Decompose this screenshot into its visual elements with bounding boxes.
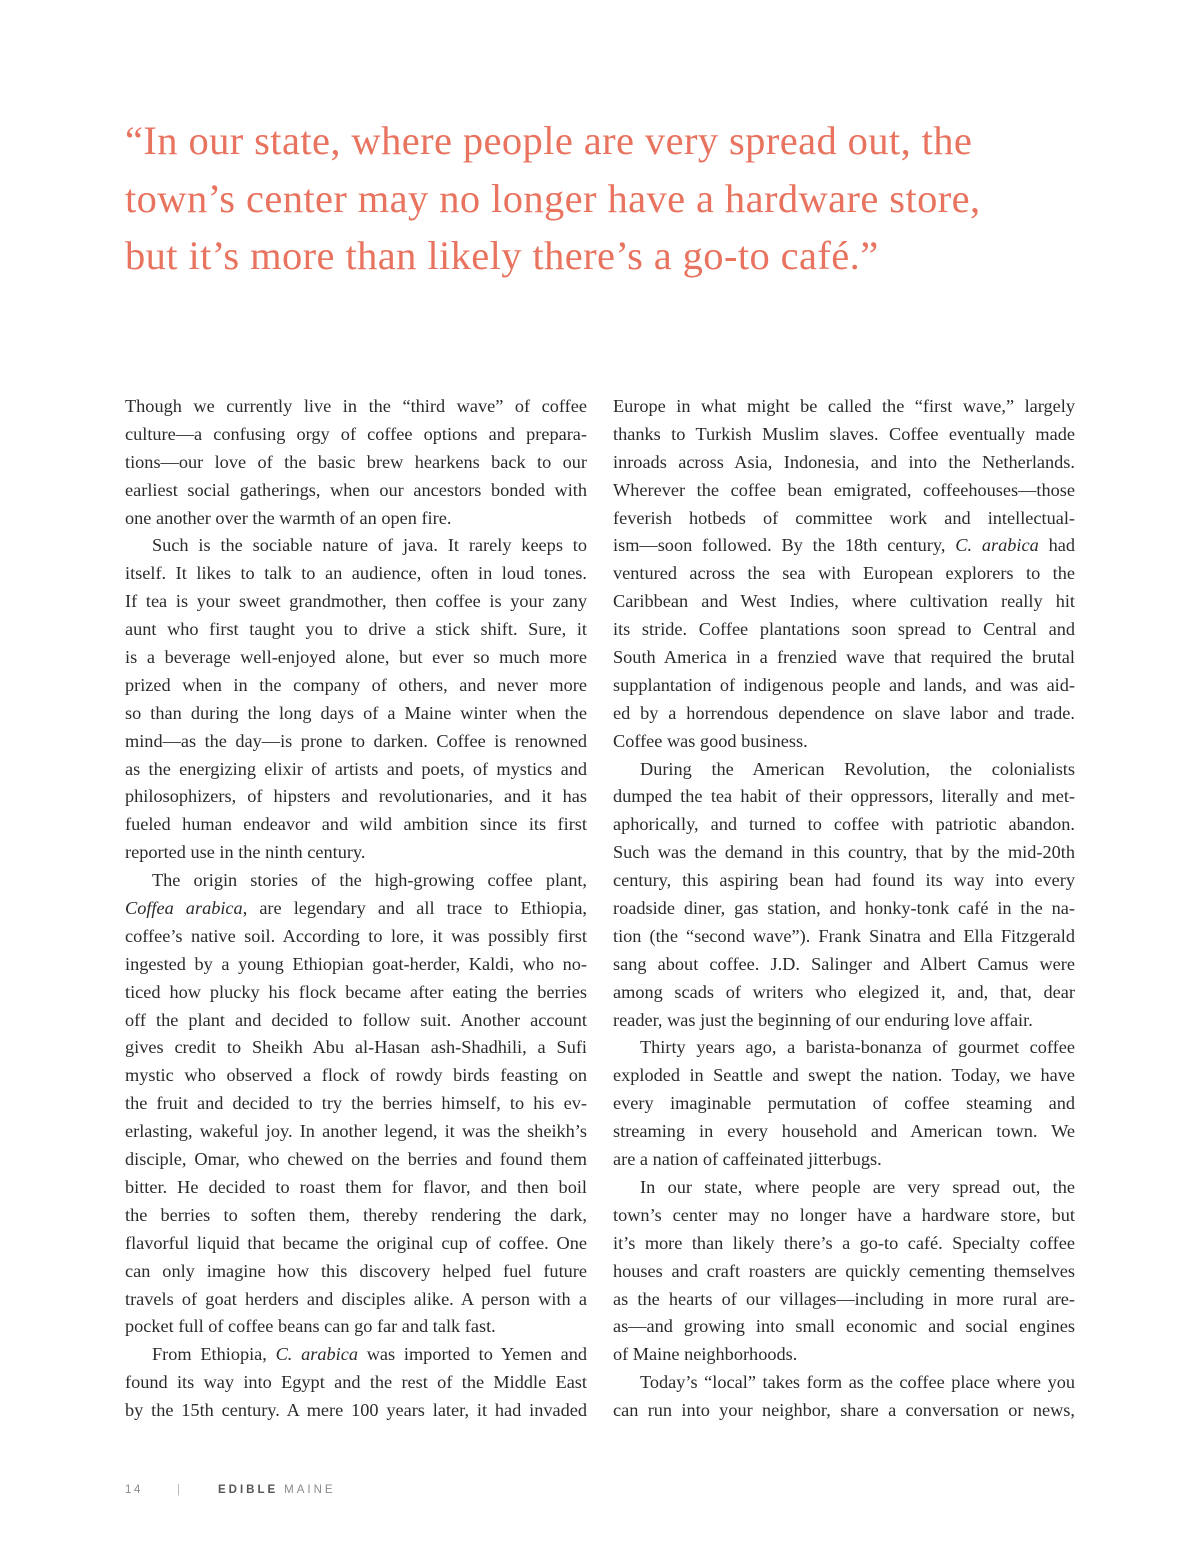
article-line: can run into your neighbor, share a conversation or news,	[613, 1400, 1075, 1421]
article-line: of Maine neighborhoods.	[613, 1344, 798, 1365]
article-line: ed by a horrendous dependence on slave labor and trade.	[613, 702, 1075, 723]
article-line: mystic who observed a flock of rowdy birds feasting on	[125, 1065, 587, 1086]
magazine-name-light: MAINE	[284, 1484, 336, 1496]
article-line: bitter. He decided to roast them for flavor, and then boil	[125, 1176, 587, 1197]
article-line: ism—soon followed. By the 18th century, C. arabica had	[613, 535, 1075, 556]
pull-quote-line: but it’s more than likely there’s a go-to café.”	[125, 233, 879, 279]
article-line: century, this aspiring bean had found its way into every	[613, 870, 1075, 891]
article-line: During the American Revolution, the colonialists	[640, 758, 1075, 779]
article-line: Wherever the coffee bean emigrated, coffeehouses—those	[613, 479, 1075, 500]
article-line: found its way into Egypt and the rest of the Middle East	[125, 1372, 587, 1393]
article-line: From Ethiopia, C. arabica was imported to Yemen and	[152, 1344, 587, 1365]
article-line: disciple, Omar, who chewed on the berries and found them	[125, 1149, 587, 1170]
article-line: as the energizing elixir of artists and poets, of mystics and	[125, 758, 587, 779]
article-line: inroads across Asia, Indonesia, and into the Netherlands.	[613, 451, 1075, 472]
article-line: pocket full of coffee beans can go far and talk fast.	[125, 1316, 496, 1337]
article-line: can only imagine how this discovery helped fuel future	[125, 1260, 587, 1281]
article-line: sang about coffee. J.D. Salinger and Albert Camus were	[613, 953, 1075, 974]
article-line: aphorically, and turned to coffee with patriotic abandon.	[613, 814, 1075, 835]
article-line: the berries to soften them, thereby rendering the dark,	[125, 1204, 587, 1225]
article-line: thanks to Turkish Muslim slaves. Coffee eventually made	[613, 423, 1075, 444]
article-line: as—and growing into small economic and social engines	[613, 1316, 1075, 1337]
article-line: Today’s “local” takes form as the coffee place where you	[640, 1372, 1075, 1393]
article-line: supplantation of indigenous people and lands, and was aid-	[613, 674, 1075, 695]
page-number: 14	[125, 1484, 143, 1496]
article-line: The origin stories of the high-growing coffee plant,	[152, 870, 587, 891]
article-line: is a beverage well-enjoyed alone, but ever so much more	[125, 647, 587, 668]
article-line: Caribbean and West Indies, where cultivation really hit	[613, 591, 1075, 612]
article-line: coffee’s native soil. According to lore, it was possibly first	[125, 925, 587, 946]
article-line: prized when in the company of others, and never more	[125, 674, 587, 695]
article-line: the fruit and decided to try the berries himself, to his ev-	[125, 1093, 587, 1114]
article-line: mind—as the day—is prone to darken. Coffee is renowned	[125, 730, 587, 751]
pull-quote	[125, 112, 1085, 285]
article-line: If tea is your sweet grandmother, then coffee is your zany	[125, 591, 587, 612]
article-line: Coffea arabica, are legendary and all trace to Ethiopia,	[125, 898, 588, 919]
article-line: houses and craft roasters are quickly cementing themselves	[613, 1260, 1075, 1281]
article-line: among scads of writers who elegized it, and, that, dear	[613, 981, 1075, 1002]
pull-quote-line: “In our state, where people are very spread out, the	[125, 118, 973, 163]
article-line: reader, was just the beginning of our enduring love affair.	[613, 1009, 1033, 1030]
article-line: itself. It likes to talk to an audience, often in loud tones.	[125, 563, 587, 584]
article-line: tions—our love of the basic brew hearkens back to our	[125, 451, 587, 472]
article-line: are a nation of caffeinated jitterbugs.	[613, 1149, 882, 1170]
magazine-name-bold: EDIBLE	[218, 1484, 279, 1496]
article-column-right	[613, 393, 1075, 1425]
article-line: Though we currently live in the “third wave” of coffee	[125, 396, 587, 416]
footer-separator: |	[177, 1484, 180, 1496]
article-line: off the plant and decided to follow suit. Another account	[125, 1009, 587, 1030]
article-line: Coffee was good business.	[613, 730, 808, 751]
article-line: Such was the demand in this country, that by the mid-20th	[613, 842, 1075, 863]
article-line: Europe in what might be called the “first wave,” largely	[613, 396, 1075, 416]
article-line: dumped the tea habit of their oppressors, literally and met-	[613, 786, 1075, 807]
article-line: feverish hotbeds of committee work and intellectual-	[613, 507, 1075, 528]
article-line: streaming in every household and American town. We	[613, 1121, 1075, 1142]
article-column-left	[125, 393, 587, 1425]
article-line: its stride. Coffee plantations soon spread to Central and	[613, 619, 1075, 640]
article-line: roadside diner, gas station, and honky-tonk café in the na-	[613, 898, 1075, 919]
article-line: by the 15th century. A mere 100 years later, it had invaded	[125, 1400, 587, 1421]
article-line: exploded in Seattle and swept the nation. Today, we have	[613, 1065, 1075, 1086]
article-line: South America in a frenzied wave that required the brutal	[613, 647, 1075, 668]
article-line: erlasting, wakeful joy. In another legend, it was the sheikh’s	[125, 1121, 587, 1142]
article-line: tion (the “second wave”). Frank Sinatra and Ella Fitzgerald	[613, 925, 1075, 946]
article-line: Thirty years ago, a barista-bonanza of gourmet coffee	[640, 1037, 1075, 1058]
article-line: In our state, where people are very spread out, the	[640, 1176, 1075, 1197]
article-line: gives credit to Sheikh Abu al-Hasan ash-Shadhili, a Sufi	[125, 1037, 587, 1058]
article-line: so than during the long days of a Maine winter when the	[125, 702, 587, 723]
pull-quote-line: town’s center may no longer have a hardware store,	[125, 175, 981, 221]
article-line: fueled human endeavor and wild ambition since its first	[125, 814, 587, 835]
article-line: one another over the warmth of an open fire.	[125, 507, 452, 528]
article-line: philosophizers, of hipsters and revolutionaries, and it has	[125, 786, 587, 807]
article-line: ingested by a young Ethiopian goat-herder, Kaldi, who no-	[125, 953, 587, 974]
article-line: Such is the sociable nature of java. It rarely keeps to	[152, 535, 587, 556]
article-line: reported use in the ninth century.	[125, 842, 366, 863]
article-line: culture—a confusing orgy of coffee options and prepara-	[125, 423, 587, 444]
article-line: travels of goat herders and disciples alike. A person with a	[125, 1288, 587, 1309]
article-line: as the hearts of our villages—including in more rural are-	[613, 1288, 1075, 1309]
article-line: earliest social gatherings, when our ancestors bonded with	[125, 479, 587, 500]
article-line: ventured across the sea with European explorers to the	[613, 563, 1075, 584]
article-line: town’s center may no longer have a hardware store, but	[613, 1204, 1075, 1225]
article-line: aunt who first taught you to drive a stick shift. Sure, it	[125, 619, 587, 640]
page-footer	[125, 1484, 336, 1496]
article-line: it’s more than likely there’s a go-to café. Specialty coffee	[613, 1232, 1075, 1253]
article-line: ticed how plucky his flock became after eating the berries	[125, 981, 587, 1002]
article-line: flavorful liquid that became the original cup of coffee. One	[125, 1232, 587, 1253]
article-line: every imaginable permutation of coffee steaming and	[613, 1093, 1075, 1114]
